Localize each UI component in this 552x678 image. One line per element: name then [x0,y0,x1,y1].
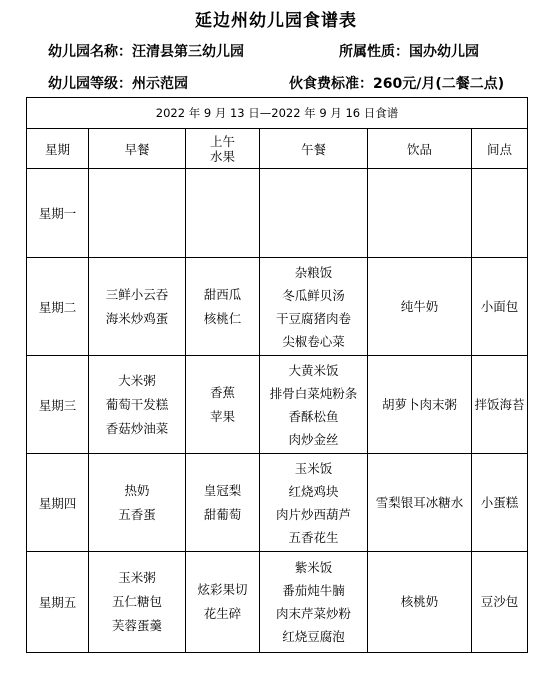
lunch-cell [260,169,368,258]
snack-cell [472,552,528,653]
lunch-dish: 番茄炖牛腩 [282,583,345,598]
lunch-dish: 香酥松鱼 [288,408,339,424]
lunch-dish: 玉米饭 [294,460,333,476]
breakfast-cell [89,552,186,653]
breakfast-dish: 葡萄干发糕 [105,396,169,412]
drink-cell [368,258,472,356]
fruit-dish: 甜葡萄 [203,506,242,522]
fruit-dish: 香蕉 [209,384,235,400]
meal-fee [289,73,504,93]
breakfast-dish: 香菇炒油菜 [105,420,169,436]
kindergarten-grade [48,73,188,93]
lunch-cell [260,258,368,356]
fruit-dish: 花生碎 [203,606,242,621]
fruit-cell [186,356,260,454]
breakfast-dish: 热奶 [124,482,150,498]
lunch-dish: 排骨白菜炖粉条 [269,385,358,401]
weekday-cell: 星期三 [27,356,89,454]
page-title: 延边州幼儿园食谱表 [195,11,357,31]
drink-dish: 纯牛奶 [400,298,439,314]
fruit-cell [186,454,260,552]
meal-fee-label: 伙食费标准： [289,76,373,92]
drink-dish: 胡萝卜肉末粥 [381,396,457,412]
fruit-dish: 苹果 [209,408,235,424]
fruit-dish: 皇冠梨 [203,482,242,498]
meal-fee-value: 260元/月(二餐二点) [373,76,505,92]
snack-dish: 小面包 [480,298,519,314]
drink-cell [368,454,472,552]
snack-dish: 豆沙包 [480,594,519,609]
weekday-cell: 星期五 [27,552,89,653]
menu-day-row [27,169,528,258]
lunch-dish: 肉末芹菜炒粉 [275,606,351,621]
breakfast-cell [89,169,186,258]
breakfast-dish: 大米粥 [118,372,156,388]
breakfast-dish: 三鲜小云吞 [105,286,169,302]
fruit-cell [186,258,260,356]
header-breakfast: 早餐 [89,129,186,169]
lunch-dish: 红烧豆腐泡 [282,629,345,644]
drink-dish: 雪梨银耳冰糖水 [375,494,464,510]
header-weekday: 星期 [27,129,89,169]
snack-dish: 小蛋糕 [480,494,519,510]
fruit-dish: 炫彩果切 [197,582,248,597]
breakfast-cell [89,258,186,356]
fruit-dish: 核桃仁 [203,310,242,326]
kindergarten-name-value: 汪清县第三幼儿园 [132,44,244,60]
fruit-cell [186,552,260,653]
snack-cell [472,356,528,454]
header-morning-fruit-line2: 水果 [209,148,235,164]
kindergarten-grade-label: 幼儿园等级： [48,76,132,92]
menu-day-row [27,454,528,552]
lunch-dish: 尖椒卷心菜 [282,333,345,349]
menu-day-row [27,552,528,653]
fruit-dish: 甜西瓜 [203,286,242,302]
breakfast-dish: 芙蓉蛋羹 [111,618,162,633]
weekday-cell: 星期二 [27,258,89,356]
header-snack: 间点 [472,129,528,169]
kindergarten-name [48,41,244,61]
breakfast-dish: 玉米粥 [118,570,156,585]
lunch-dish: 红烧鸡块 [288,483,339,499]
lunch-dish: 紫米饭 [294,560,333,575]
kindergarten-grade-value: 州示范园 [132,76,188,92]
kindergarten-nature [339,41,479,61]
lunch-dish: 肉片炒西葫芦 [275,506,351,522]
lunch-dish: 冬瓜鲜贝汤 [282,287,345,303]
kindergarten-nature-label: 所属性质： [339,44,409,60]
lunch-dish: 五香花生 [288,529,339,545]
menu-date-range: 2022 年 9 月 13 日—2022 年 9 月 16 日食谱 [27,98,528,129]
breakfast-dish: 五香蛋 [118,506,156,522]
header-drink: 饮品 [368,129,472,169]
menu-day-row [27,356,528,454]
lunch-dish: 大黄米饭 [288,362,339,378]
lunch-cell [260,454,368,552]
drink-cell [368,169,472,258]
lunch-cell [260,552,368,653]
breakfast-dish: 海米炒鸡蛋 [105,310,169,326]
breakfast-cell [89,356,186,454]
lunch-dish: 肉炒金丝 [288,431,339,447]
weekday-cell: 星期一 [27,169,89,258]
breakfast-dish: 五仁糖包 [111,594,162,609]
drink-cell [368,356,472,454]
fruit-cell [186,169,260,258]
snack-cell [472,454,528,552]
snack-dish: 拌饭海苔 [474,396,525,412]
breakfast-cell [89,454,186,552]
lunch-cell [260,356,368,454]
menu-day-row [27,258,528,356]
snack-cell [472,169,528,258]
lunch-dish: 干豆腐猪肉卷 [275,310,351,326]
menu-header-row [27,129,528,169]
kindergarten-name-label: 幼儿园名称： [48,44,132,60]
header-morning-fruit [186,129,260,169]
drink-dish: 核桃奶 [400,594,439,609]
drink-cell [368,552,472,653]
weekday-cell: 星期四 [27,454,89,552]
menu-table [26,97,528,653]
header-morning-fruit-line1: 上午 [209,133,235,149]
header-lunch: 午餐 [260,129,368,169]
lunch-dish: 杂粮饭 [294,264,333,280]
kindergarten-nature-value: 国办幼儿园 [409,44,479,60]
snack-cell [472,258,528,356]
